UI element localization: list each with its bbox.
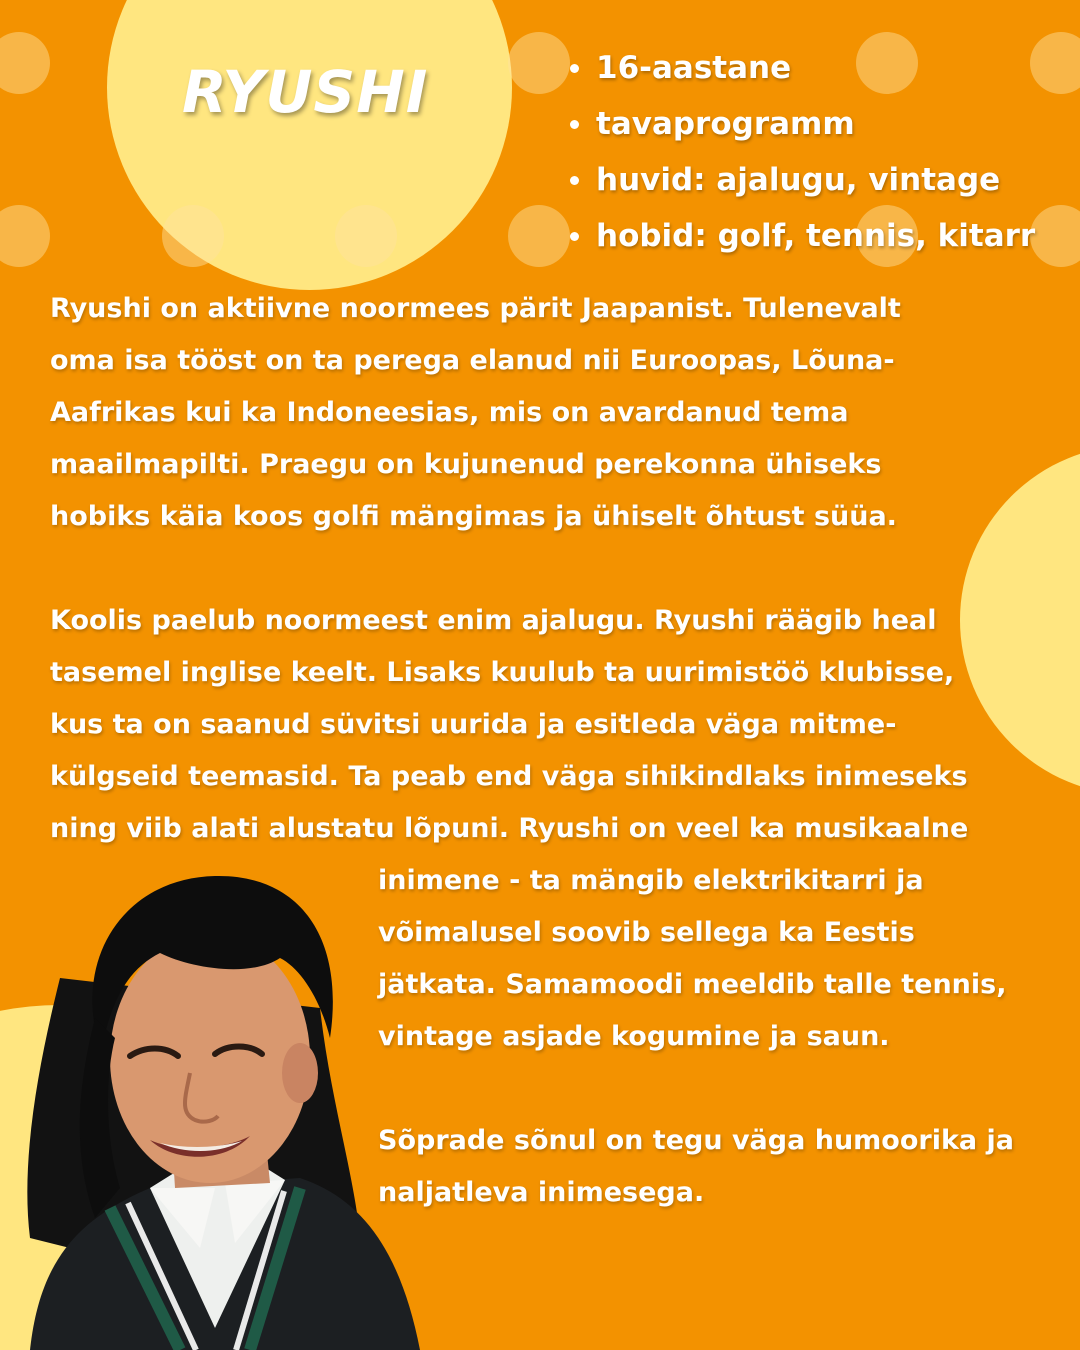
polka-dot <box>335 205 397 267</box>
bio-line: inimene - ta mängib elektrikitarri ja <box>378 865 924 896</box>
bio-line: vintage asjade kogumine ja saun. <box>378 1021 890 1052</box>
polka-dot <box>508 32 570 94</box>
bio-paragraph-2-continued <box>378 855 1007 1063</box>
right-half-circle <box>960 445 1080 795</box>
polka-dot <box>1030 32 1080 94</box>
bio-line: kus ta on saanud süvitsi uurida ja esitleda väga mitme- <box>50 709 897 740</box>
bio-paragraph-3 <box>378 1115 1014 1219</box>
fact-age: 16-aastane <box>568 40 1035 96</box>
bio-line: jätkata. Samamoodi meeldib talle tennis, <box>378 969 1007 1000</box>
bio-line: Aafrikas kui ka Indoneesias, mis on avardanud tema <box>50 397 849 428</box>
bio-line: hobiks käia koos golfi mängimas ja ühiselt õhtust süüa. <box>50 501 897 532</box>
polka-dot <box>0 205 50 267</box>
bio-line: külgseid teemasid. Ta peab end väga sihikindlaks inimeseks <box>50 761 968 792</box>
polka-dot <box>1030 205 1080 267</box>
bio-line: võimalusel soovib sellega ka Eestis <box>378 917 915 948</box>
polka-dot <box>0 32 50 94</box>
polka-dot <box>162 205 224 267</box>
polka-dot <box>508 205 570 267</box>
bio-line: tasemel inglise keelt. Lisaks kuulub ta uurimistöö klubisse, <box>50 657 955 688</box>
bio-line: ning viib alati alustatu lõpuni. Ryushi on veel ka musikaalne <box>50 813 969 844</box>
bio-line: maailmapilti. Praegu on kujunenud perekonna ühiseks <box>50 449 882 480</box>
bio-line: Sõprade sõnul on tegu väga humoorika ja <box>378 1125 1015 1156</box>
fact-interests: huvid: ajalugu, vintage <box>568 152 1035 208</box>
bio-line: Ryushi on aktiivne noormees pärit Jaapanist. Tulenevalt <box>50 293 901 324</box>
bio-line: naljatleva inimesega. <box>378 1177 705 1208</box>
portrait-photo <box>0 858 440 1350</box>
bio-paragraph-1 <box>50 283 901 543</box>
face <box>110 933 310 1183</box>
profile-name: RYUSHI <box>182 58 429 126</box>
fact-hobbies: hobid: golf, tennis, kitarr <box>568 208 1035 264</box>
fact-program: tavaprogramm <box>568 96 1035 152</box>
facts-list <box>568 40 1035 264</box>
bio-line: oma isa tööst on ta perega elanud nii Euroopas, Lõuna- <box>50 345 895 376</box>
bio-line: Koolis paelub noormeest enim ajalugu. Ryushi räägib heal <box>50 605 937 636</box>
ear <box>282 1043 318 1103</box>
bio-paragraph-2 <box>50 595 968 855</box>
